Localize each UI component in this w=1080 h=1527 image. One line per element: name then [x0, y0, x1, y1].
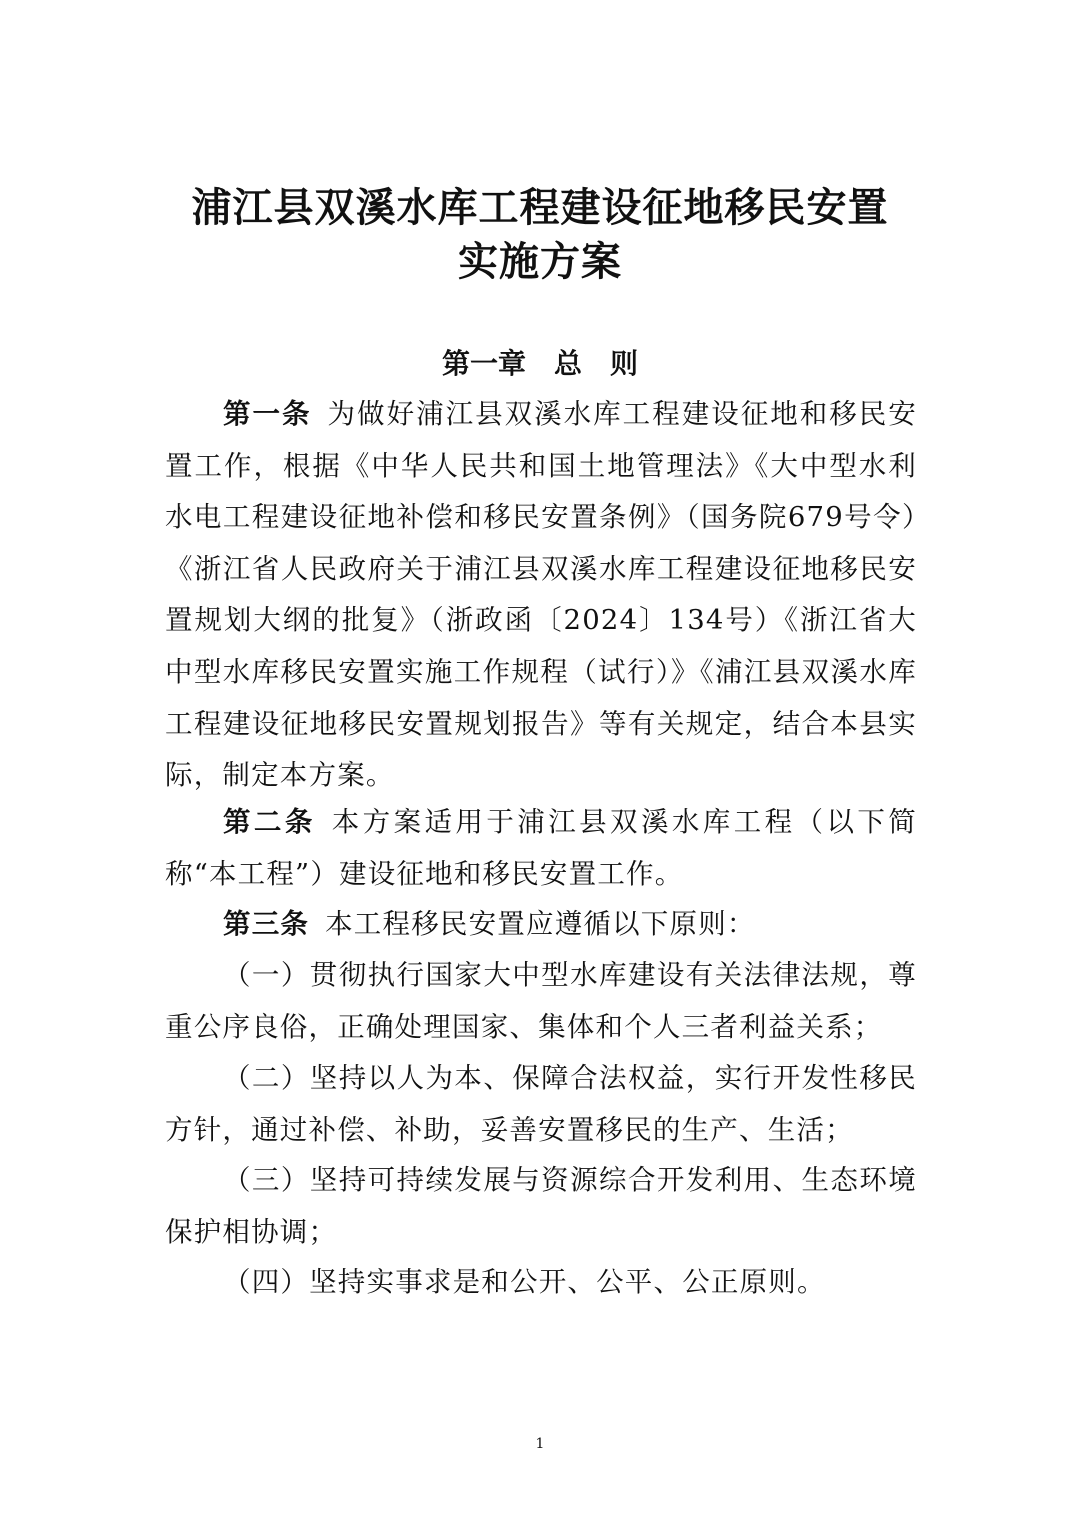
article-1-heading: 第一条 [223, 398, 312, 430]
article-3-heading: 第三条 [223, 908, 310, 940]
chapter-heading: 第一章 总 则 [441, 347, 638, 380]
article-3 [165, 899, 917, 951]
principle-item: （二）坚持以人为本、保障合法权益，实行开发性移民方针，通过补偿、补助，妥善安置移民的生产、生活； [165, 1062, 917, 1146]
document-title-line-2: 实施方案 [458, 239, 622, 285]
principle-item: （一）贯彻执行国家大中型水库建设有关法律法规，尊重公序良俗，正确处理国家、集体和个人三者利益关系； [165, 959, 917, 1043]
article-2-heading: 第二条 [223, 806, 316, 838]
article-1-text: 为做好浦江县双溪水库工程建设征地和移民安置工作，根据《中华人民共和国土地管理法》《大中型水利水电工程建设征地补偿和移民安置条例》（国务院679号令）《浙江省人民政府关于浦江县双溪水库工程建设征地移民安置规划大纲的批复》（浙政函〔2024〕134号）《浙江省大中型水库移民安置实施工作规程（试行）》《浦江县双溪水库工程建设征地移民安置规划报告》等有关规定，结合本县实际，制定本方案。 [165, 398, 917, 792]
page-number: 1 [535, 1436, 545, 1452]
principle-item: （三）坚持可持续发展与资源综合开发利用、生态环境保护相协调； [165, 1164, 917, 1248]
document-title-line-1: 浦江县双溪水库工程建设征地移民安置 [191, 185, 889, 231]
article-2 [165, 797, 917, 900]
article-3-text: 本工程移民安置应遵循以下原则： [325, 908, 756, 940]
article-1 [165, 389, 917, 802]
article-2-text: 本方案适用于浦江县双溪水库工程（以下简称“本工程”）建设征地和移民安置工作。 [165, 806, 917, 890]
principle-item: （四）坚持实事求是和公开、公平、公正原则。 [223, 1266, 826, 1298]
